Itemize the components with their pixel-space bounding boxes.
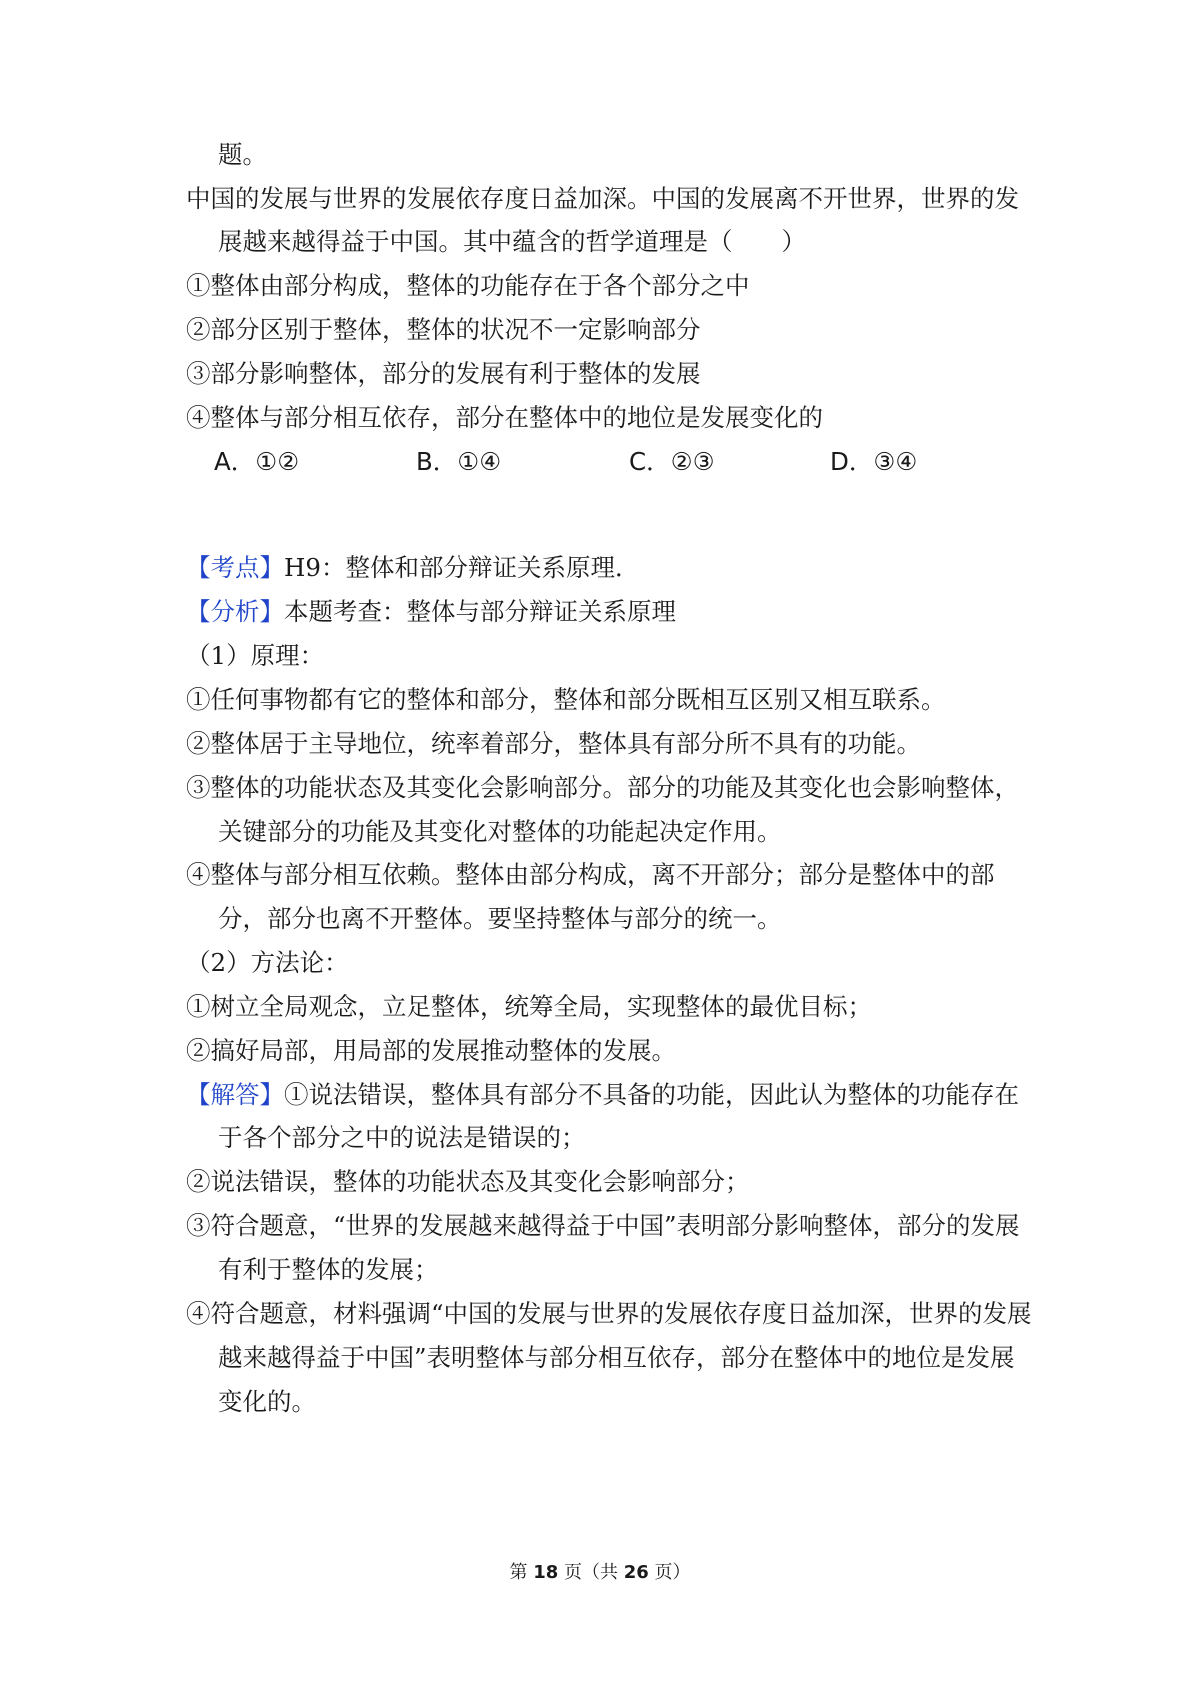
fenxi-tag: 【分析】 bbox=[186, 597, 284, 626]
jieda-tag: 【解答】 bbox=[186, 1080, 284, 1109]
question-item-3: ③部分影响整体，部分的发展有利于整体的发展 bbox=[186, 359, 701, 388]
question-item-1: ①整体由部分构成，整体的功能存在于各个部分之中 bbox=[186, 271, 750, 300]
option-b: B．①④ bbox=[416, 447, 502, 476]
fenxi-text: 本题考查：整体与部分辩证关系原理 bbox=[284, 597, 676, 626]
question-item-2: ②部分区别于整体，整体的状况不一定影响部分 bbox=[186, 315, 701, 344]
jieda-point-4-line-1: ④符合题意，材料强调“中国的发展与世界的发展依存度日益加深，世界的发展 bbox=[186, 1299, 1032, 1328]
jieda-point-2: ②说法错误，整体的功能状态及其变化会影响部分； bbox=[186, 1167, 750, 1196]
fangfa-heading: （2）方法论： bbox=[186, 948, 349, 977]
footer-page-number: 18 bbox=[533, 1562, 559, 1583]
jieda-point-4-line-2: 越来越得益于中国”表明整体与部分相互依存，部分在整体中的地位是发展 bbox=[218, 1343, 1015, 1372]
kaodian-text: H9：整体和部分辩证关系原理． bbox=[284, 553, 640, 582]
yuanli-point-3-line-1: ③整体的功能状态及其变化会影响部分。部分的功能及其变化也会影响整体， bbox=[186, 773, 1019, 802]
kaodian-line bbox=[186, 552, 639, 584]
fenxi-line bbox=[186, 596, 676, 628]
footer-suffix: 页） bbox=[654, 1562, 691, 1583]
yuanli-point-3-line-2: 关键部分的功能及其变化对整体的功能起决定作用。 bbox=[218, 817, 782, 846]
fangfa-point-2: ②搞好局部，用局部的发展推动整体的发展。 bbox=[186, 1036, 676, 1065]
footer-prefix: 第 bbox=[509, 1562, 528, 1583]
question-stem-line-1: 中国的发展与世界的发展依存度日益加深。中国的发展离不开世界，世界的发 bbox=[186, 184, 1019, 213]
yuanli-point-4-line-2: 分，部分也离不开整体。要坚持整体与部分的统一。 bbox=[218, 904, 782, 933]
footer-middle: 页（共 bbox=[564, 1562, 618, 1583]
fangfa-point-1: ①树立全局观念，立足整体，统筹全局，实现整体的最优目标； bbox=[186, 992, 872, 1021]
footer-total-pages: 26 bbox=[623, 1562, 649, 1583]
option-a: A．①② bbox=[214, 447, 300, 476]
jieda-point-3-line-2: 有利于整体的发展； bbox=[218, 1255, 439, 1284]
question-item-4: ④整体与部分相互依存，部分在整体中的地位是发展变化的 bbox=[186, 403, 823, 432]
jieda-point-1-line-1: ①说法错误，整体具有部分不具备的功能，因此认为整体的功能存在 bbox=[284, 1080, 1019, 1109]
yuanli-heading: （1）原理： bbox=[186, 641, 325, 670]
question-prev-tail: 题。 bbox=[218, 140, 267, 169]
option-d: D．③④ bbox=[830, 447, 918, 476]
yuanli-point-2: ②整体居于主导地位，统率着部分，整体具有部分所不具有的功能。 bbox=[186, 729, 921, 758]
option-c: C．②③ bbox=[629, 447, 715, 476]
yuanli-point-1: ①任何事物都有它的整体和部分，整体和部分既相互区别又相互联系。 bbox=[186, 685, 946, 714]
jieda-point-3-line-1: ③符合题意，“世界的发展越来越得益于中国”表明部分影响整体，部分的发展 bbox=[186, 1211, 1020, 1240]
jieda-line bbox=[186, 1079, 1019, 1111]
yuanli-point-4-line-1: ④整体与部分相互依赖。整体由部分构成，离不开部分；部分是整体中的部 bbox=[186, 860, 995, 889]
page-footer bbox=[0, 1560, 1200, 1586]
kaodian-tag: 【考点】 bbox=[186, 553, 284, 582]
jieda-point-1-line-2: 于各个部分之中的说法是错误的； bbox=[218, 1123, 586, 1152]
question-stem-line-2: 展越来越得益于中国。其中蕴含的哲学道理是（ ） bbox=[218, 227, 806, 256]
jieda-point-4-line-3: 变化的。 bbox=[218, 1387, 316, 1416]
